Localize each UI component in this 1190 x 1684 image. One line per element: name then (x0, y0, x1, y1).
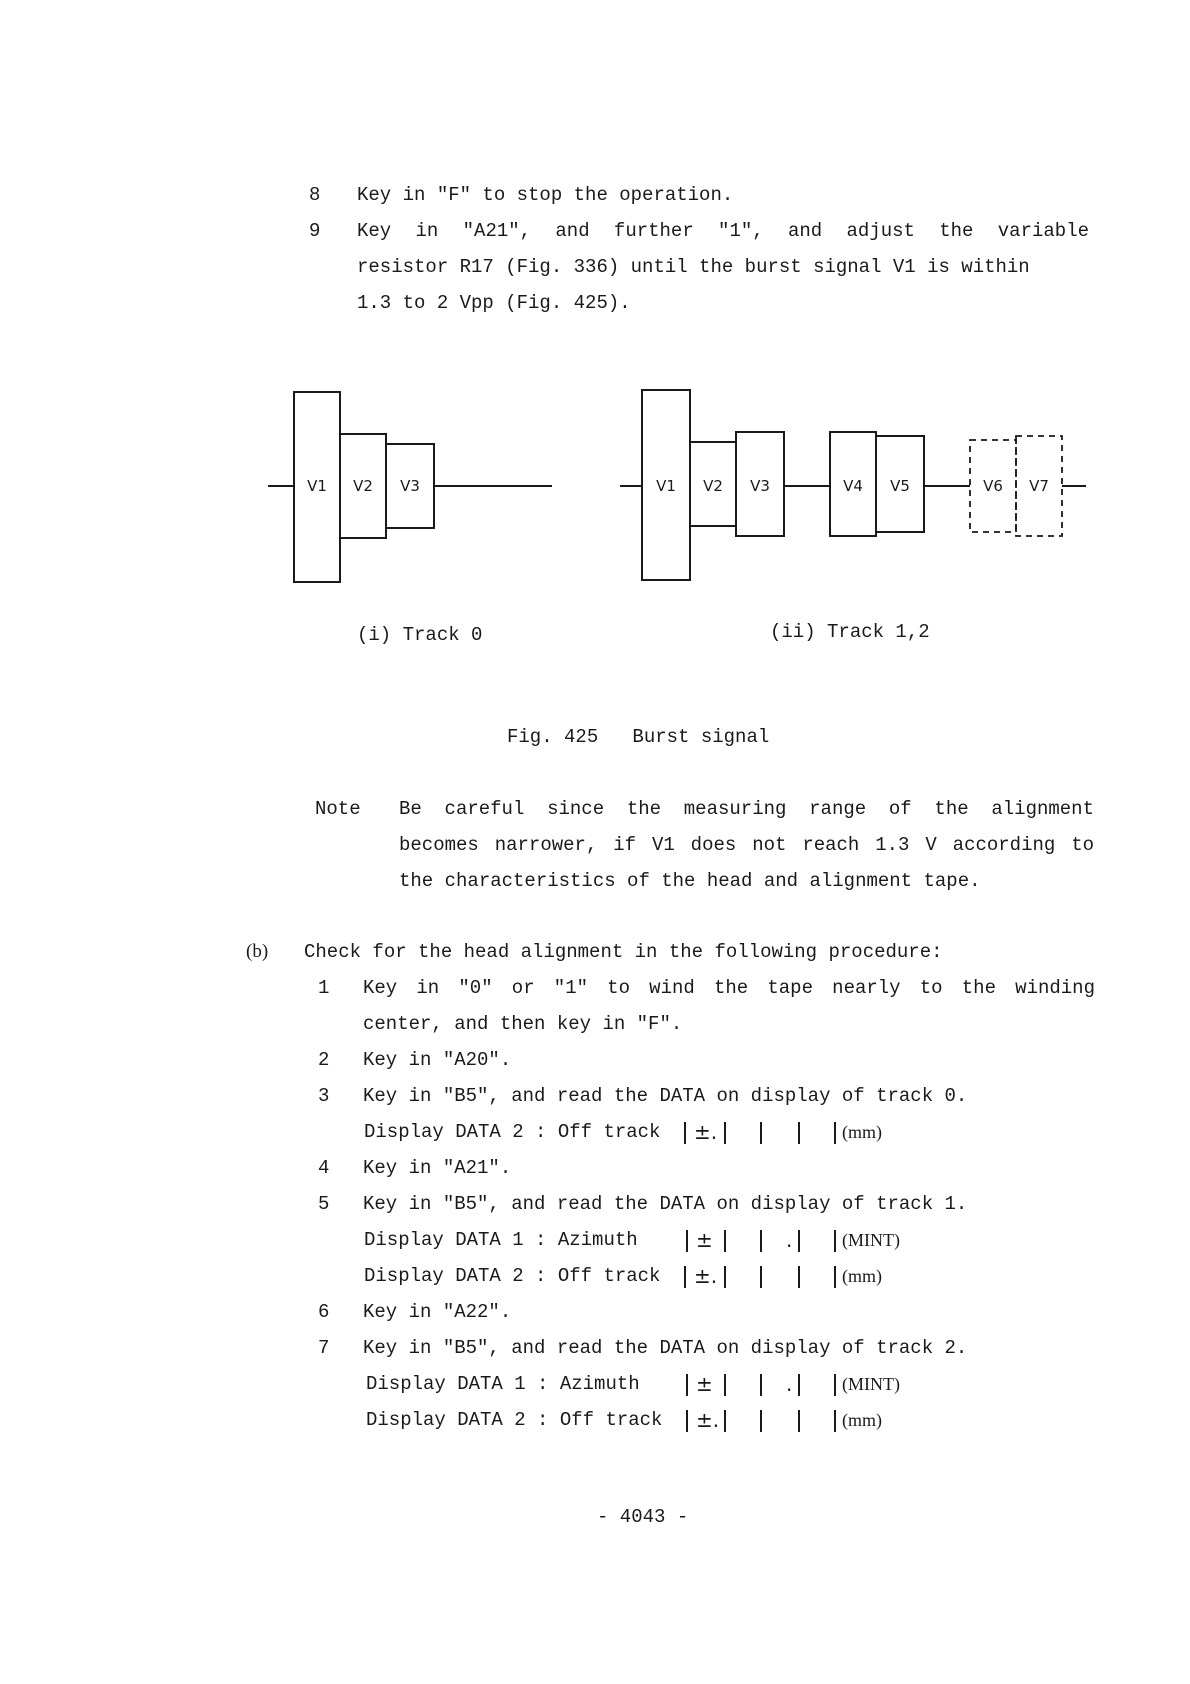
decimal-point-icon: . (786, 1228, 793, 1252)
plus-minus-icon: ±. (694, 1264, 718, 1288)
step-number: 6 (318, 1301, 330, 1323)
step-number: 7 (318, 1337, 330, 1359)
block-label: V3 (400, 477, 420, 495)
step-text: Key in "B5", and read the DATA on display of track 2. (363, 1337, 968, 1359)
step-text: Key in "B5", and read the DATA on display of track 1. (363, 1193, 968, 1215)
block-label: V2 (703, 477, 723, 495)
step-number: 9 (309, 220, 321, 242)
step-text: Key in "A21". (363, 1157, 512, 1179)
section-intro: Check for the head alignment in the following procedure: (304, 941, 943, 963)
step-number: 1 (318, 977, 330, 999)
step-text: Key in "F" to stop the operation. (357, 184, 734, 206)
step-number: 3 (318, 1085, 330, 1107)
display-field (684, 1120, 894, 1146)
step-number: 5 (318, 1193, 330, 1215)
plus-minus-icon: ± (696, 1372, 713, 1396)
step-number: 8 (309, 184, 321, 206)
unit-label: (mm) (842, 1122, 882, 1142)
display-label: Display DATA 2 : Off track (364, 1121, 661, 1143)
step-text: center, and then key in "F". (363, 1013, 683, 1035)
block-label: V5 (890, 477, 910, 495)
decimal-point-icon: . (786, 1372, 793, 1396)
step-text: resistor R17 (Fig. 336) until the burst signal V1 is within (357, 256, 1030, 278)
block-label: V2 (353, 477, 373, 495)
step-text: Key in "A20". (363, 1049, 512, 1071)
burst-signal-figure (0, 380, 1190, 680)
note-label: Note (315, 798, 361, 820)
step-text: Key in "B5", and read the DATA on display of track 0. (363, 1085, 968, 1107)
step-text: 1.3 to 2 Vpp (Fig. 425). (357, 292, 631, 314)
figure-title: Fig. 425 Burst signal (507, 726, 770, 748)
block-label: V7 (1029, 477, 1049, 495)
caption-track-0: (i) Track 0 (357, 624, 483, 646)
section-label: (b) (246, 941, 269, 962)
display-field (686, 1228, 900, 1254)
step-text: Key in "A21", and further "1", and adjust the variable (357, 220, 1089, 242)
unit-label: (mm) (842, 1410, 882, 1430)
display-field (684, 1264, 894, 1290)
display-label: Display DATA 1 : Azimuth (364, 1229, 638, 1251)
display-label: Display DATA 2 : Off track (366, 1409, 663, 1431)
display-field (686, 1372, 900, 1398)
plus-minus-icon: ±. (694, 1120, 718, 1144)
block-label: V1 (307, 477, 327, 495)
step-number: 2 (318, 1049, 330, 1071)
unit-label: (MINT) (842, 1374, 900, 1394)
page-number: - 4043 - (597, 1506, 689, 1528)
block-label: V6 (983, 477, 1003, 495)
display-field (686, 1408, 896, 1434)
block-label: V4 (843, 477, 863, 495)
caption-track-1-2: (ii) Track 1,2 (770, 621, 930, 643)
display-label: Display DATA 2 : Off track (364, 1265, 661, 1287)
block-label: V1 (656, 477, 676, 495)
unit-label: (mm) (842, 1266, 882, 1286)
step-text: Key in "A22". (363, 1301, 512, 1323)
note-text: Be careful since the measuring range of the alignment (399, 798, 1094, 820)
plus-minus-icon: ± (696, 1228, 713, 1252)
plus-minus-icon: ±. (696, 1408, 720, 1432)
block-label: V3 (750, 477, 770, 495)
step-number: 4 (318, 1157, 330, 1179)
note-text: becomes narrower, if V1 does not reach 1.3 V according to (399, 834, 1094, 856)
unit-label: (MINT) (842, 1230, 900, 1250)
display-label: Display DATA 1 : Azimuth (366, 1373, 640, 1395)
step-text: Key in "0" or "1" to wind the tape nearly to the winding (363, 977, 1095, 999)
note-text: the characteristics of the head and alignment tape. (399, 870, 981, 892)
